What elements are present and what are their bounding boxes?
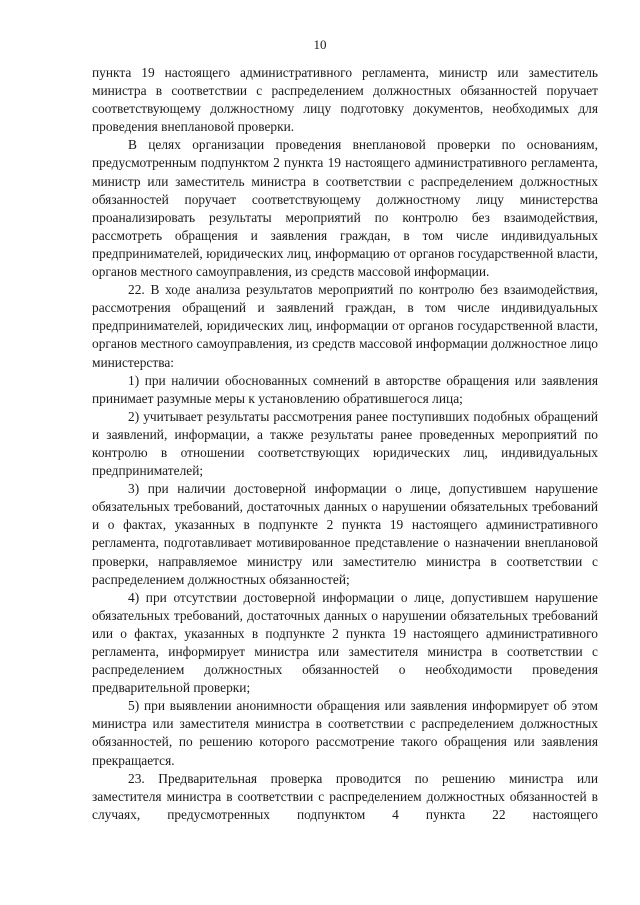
paragraph: В целях организации проведения внеплановой проверки по основаниям, предусмотренным подпунктом 2 пункта 19 настоящего административного регламента, министр или заместитель министра в соответствии с распределением должностных обязанностей поручает соответствующему должностному лицу министерства проанализировать результаты мероприятий по контролю без взаимодействия, рассмотреть обращения и заявления граждан, в том числе индивидуальных предпринимателей, юридических лиц, информацию от органов государственной власти, органов местного самоуправления, из средств массовой информации.: [92, 137, 598, 280]
list-item: 4) при отсутствии достоверной информации о лице, допустившем нарушение обязательных требований, достаточных данных о нарушении обязательных требований или о фактах, указанных в подпункте 2 пункта 19 настоящего административного регламента, информирует министра или заместителя министра в соответствии с распределением должностных обязанностей о необходимости проведения предварительной проверки;: [92, 589, 598, 696]
paragraph: 23. Предварительная проверка проводится по решению министра или заместителя министра в соответствии с распределением должностных обязанностей в случаях, предусмотренных подпунктом 4 пункта 22 настоящего: [92, 770, 598, 822]
list-item: 3) при наличии достоверной информации о лице, допустившем нарушение обязательных требований, достаточных данных о нарушении обязательных требований и о фактах, указанных в подпункте 2 пункта 19 настоящего административного регламента, подготавливает мотивированное представление о назначении внеплановой проверки, направляемое министру или заместителю министра в соответствии с распределением должностных обязанностей;: [92, 481, 598, 587]
page-number: 10: [313, 37, 327, 52]
list-item: 1) при наличии обоснованных сомнений в авторстве обращения или заявления принимает разумные меры к установлению обратившегося лица;: [92, 372, 598, 406]
paragraph: пункта 19 настоящего административного регламента, министр или заместитель министра в соответствии с распределением должностных обязанностей поручает соответствующему должностному лицу подготовку документов, необходимых для проведения внеплановой проверки.: [92, 65, 598, 135]
body-text: [92, 64, 598, 824]
list-item: 2) учитывает результаты рассмотрения ранее поступивших подобных обращений и заявлений, информации, а также результаты ранее проведенных мероприятий по контролю в отношении соответствующих юридических лиц, индивидуальных предпринимателей;: [92, 408, 598, 479]
list-item: 5) при выявлении анонимности обращения или заявления информирует об этом министра или заместителя министра в соответствии с распределением должностных обязанностей, по решению которого рассмотрение такого обращения или заявления прекращается.: [92, 698, 598, 768]
paragraph: 22. В ходе анализа результатов мероприятий по контролю без взаимодействия, рассмотрения обращений и заявлений граждан, в том числе индивидуальных предпринимателей, юридических лиц, информации от органов государственной власти, органов местного самоуправления, из средств массовой информации должностное лицо министерства:: [92, 282, 598, 370]
